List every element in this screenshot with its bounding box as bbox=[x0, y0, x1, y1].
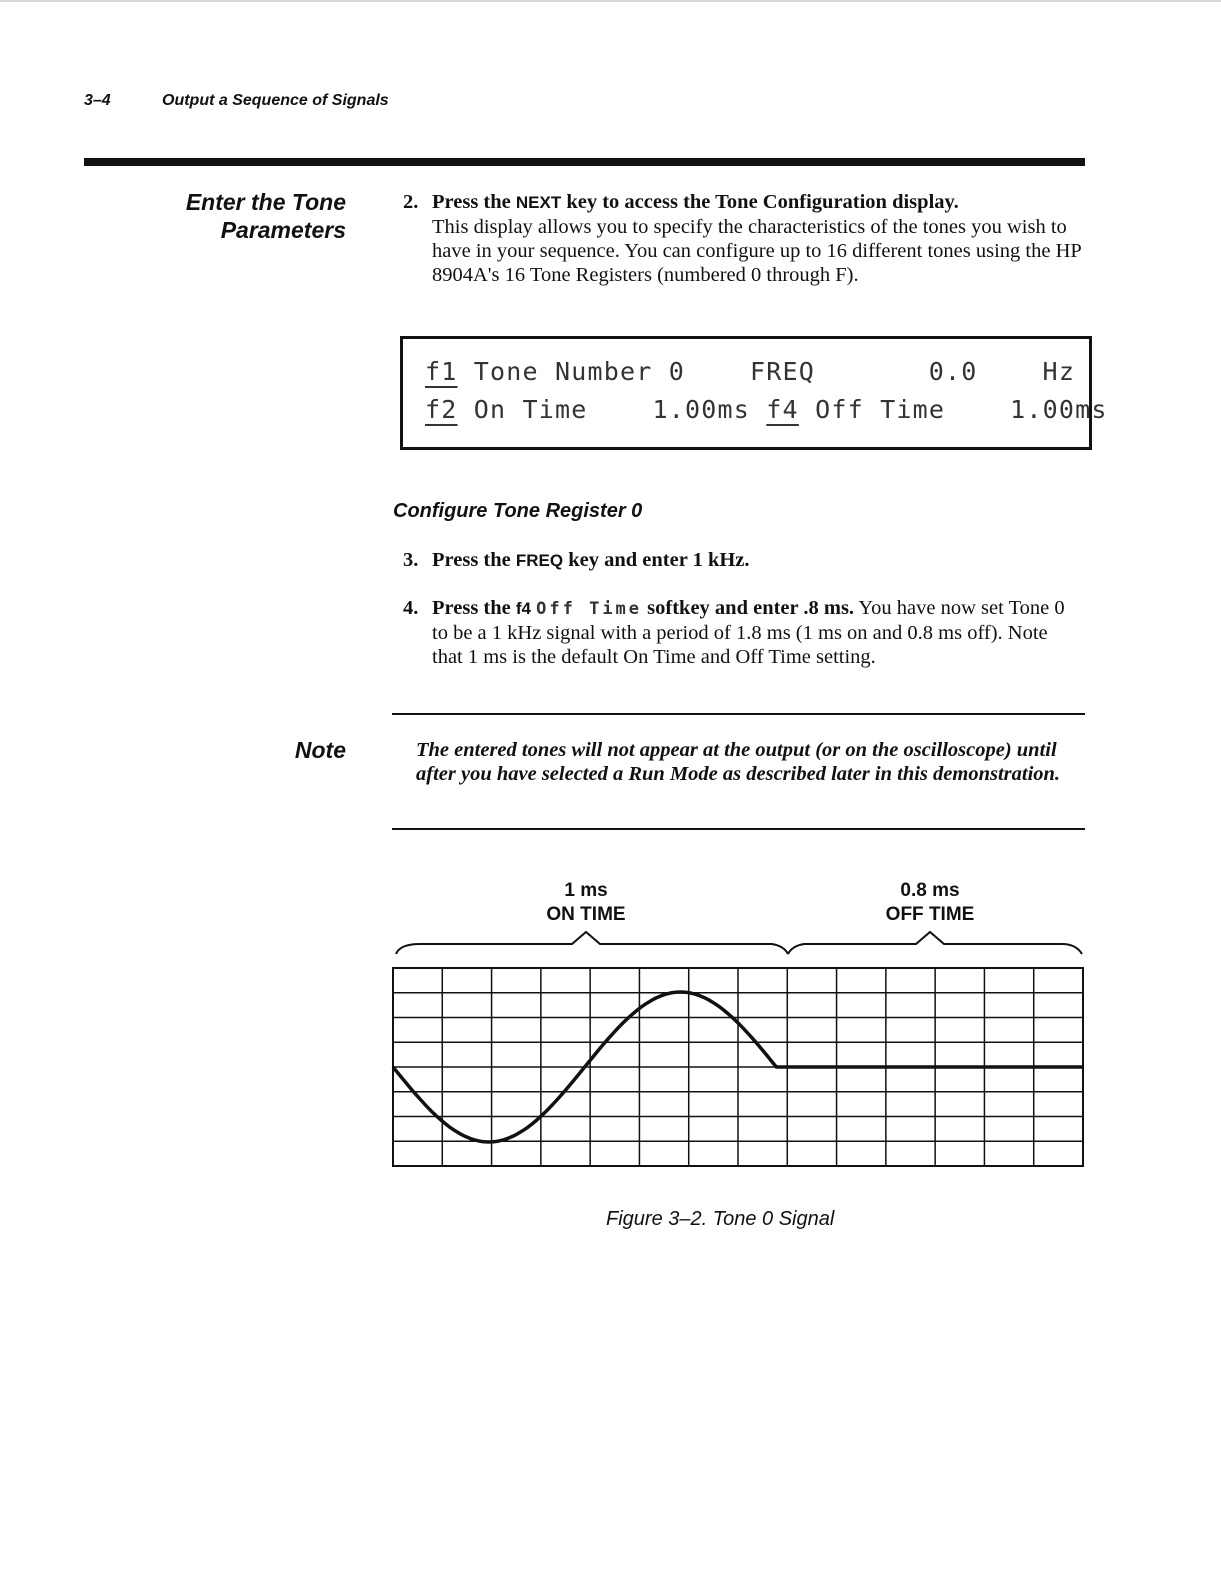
step-number: 2. bbox=[403, 191, 419, 213]
tone-configuration-display bbox=[400, 336, 1108, 450]
on-time-duration-label: 1 ms bbox=[564, 880, 608, 901]
display-line-2 bbox=[425, 395, 1108, 424]
step-instruction bbox=[432, 597, 854, 619]
instruction-post: key to access the Tone Configuration display. bbox=[561, 191, 959, 213]
instruction-post: key and enter 1 kHz. bbox=[563, 549, 750, 571]
step-number: 4. bbox=[403, 597, 419, 619]
note-bottom-rule bbox=[392, 828, 1085, 830]
off-time-duration-label: 0.8 ms bbox=[900, 880, 960, 901]
softkey-f4: f4 bbox=[766, 395, 799, 424]
step-body bbox=[432, 190, 1083, 287]
top-edge-line bbox=[0, 0, 1221, 2]
step-body bbox=[432, 596, 1083, 669]
figure-caption: Figure 3–2. Tone 0 Signal bbox=[606, 1208, 835, 1230]
header-rule bbox=[84, 158, 1085, 166]
tone-signal-chart bbox=[390, 870, 1090, 1180]
step-3 bbox=[403, 548, 1083, 573]
display-line-2-text-a: On Time 1.00ms bbox=[457, 395, 767, 424]
section-title: Output a Sequence of Signals bbox=[162, 92, 389, 109]
f4-key-label: f4 bbox=[515, 599, 532, 618]
softkey-f2: f2 bbox=[425, 395, 458, 424]
side-heading-line2: Parameters bbox=[220, 217, 346, 243]
on-time-label: ON TIME bbox=[546, 904, 626, 925]
step-4 bbox=[403, 596, 1083, 669]
step-body bbox=[432, 548, 1083, 573]
side-heading bbox=[186, 188, 346, 244]
page-number: 3–4 bbox=[84, 92, 111, 109]
step-description: You have now set Tone 0 to be a 1 kHz signal with a period of 1.8 ms (1 ms on and 0.8 ms off). Note that 1 ms is the default On Time and Off Time setting. bbox=[432, 597, 1065, 668]
instruction-pre: Press the bbox=[432, 597, 516, 619]
display-line-1-text: Tone Number 0 FREQ 0.0 Hz bbox=[457, 357, 1076, 386]
instruction-pre: Press the bbox=[432, 549, 516, 571]
step-number: 3. bbox=[403, 549, 419, 571]
softkey-f1: f1 bbox=[425, 357, 458, 386]
instruction-post: softkey and enter .8 ms. bbox=[642, 597, 855, 619]
display-line-2-text-b: Off Time 1.00ms bbox=[798, 395, 1108, 424]
next-key-label: NEXT bbox=[515, 193, 562, 212]
step-2 bbox=[403, 190, 1083, 287]
off-time-softkey-label: Off Time bbox=[536, 599, 643, 619]
note-label: Note bbox=[294, 737, 346, 763]
side-heading-line1: Enter the Tone bbox=[185, 189, 346, 215]
note-text: The entered tones will not appear at the output (or on the oscilloscope) until after you have selected a Run Mode as described later in this demonstration. bbox=[416, 739, 1061, 785]
tone-signal-figure bbox=[390, 870, 1090, 1185]
off-time-brace bbox=[788, 932, 1082, 954]
step-description: This display allows you to specify the characteristics of the tones you wish to have in your sequence. You can configure up to 16 different tones using the HP 8904A's 16 Tone Registers (numbered 0 through F). bbox=[432, 216, 1082, 286]
off-time-label: OFF TIME bbox=[885, 904, 975, 925]
freq-key-label: FREQ bbox=[515, 551, 564, 570]
display-line-1 bbox=[425, 357, 1075, 386]
step-instruction bbox=[432, 191, 959, 213]
subheading: Configure Tone Register 0 bbox=[393, 500, 643, 522]
instruction-pre: Press the bbox=[432, 191, 516, 213]
on-time-brace bbox=[396, 932, 788, 954]
note-top-rule bbox=[392, 713, 1085, 715]
